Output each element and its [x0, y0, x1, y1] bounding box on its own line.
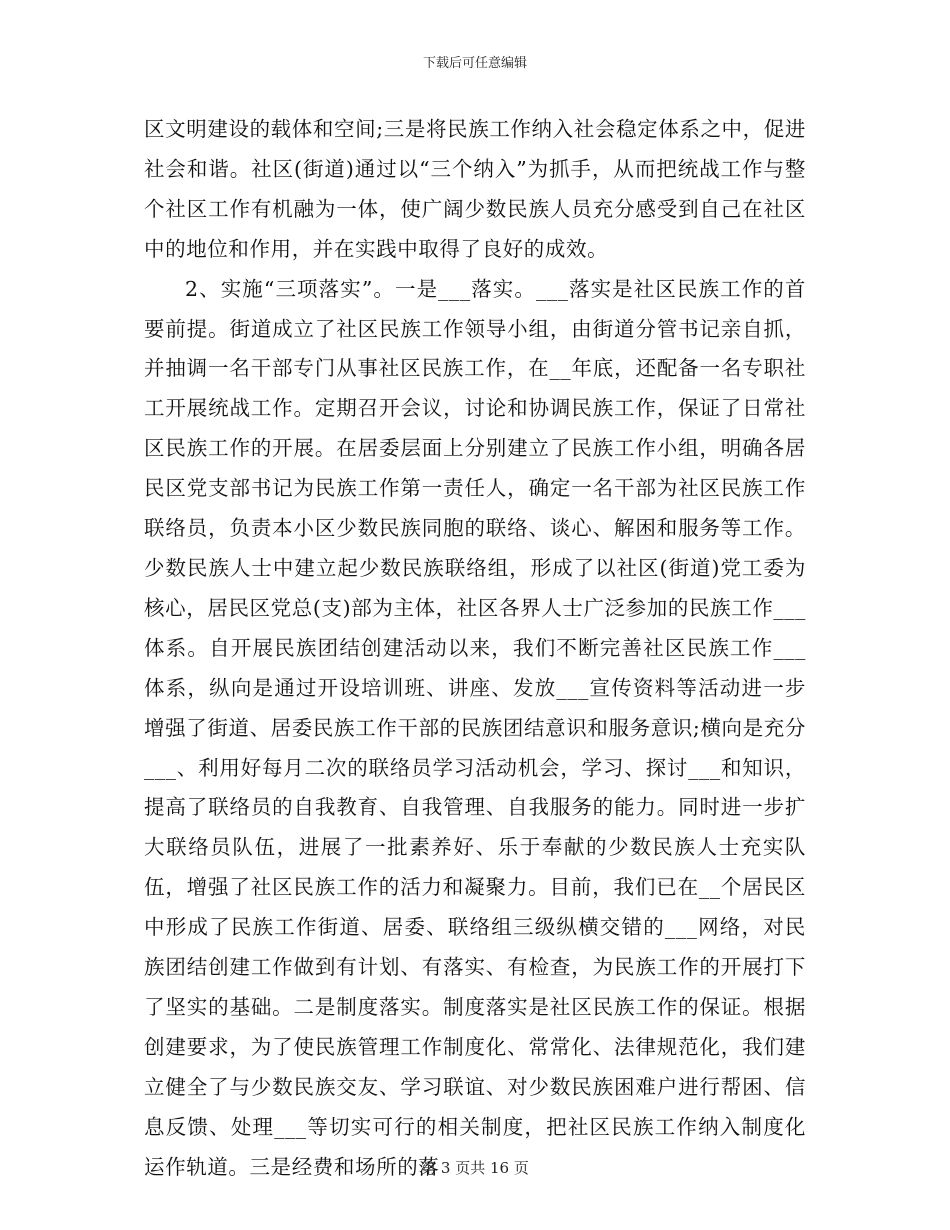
document-body: [144, 110, 806, 1187]
page-number-footer: 第 3 页共 16 页: [421, 1159, 529, 1177]
paragraph-three-implementations: 2、实施“三项落实”。一是___落实。___落实是社区民族工作的首要前提。街道成立了社区民族工作领导小组，由街道分管书记亲自抓，并抽调一名干部专门从事社区民族工作，在__年底，还配备一名专职社工开展统战工作。定期召开会议，讨论和协调民族工作，保证了日常社区民族工作的开展。在居委层面上分别建立了民族工作小组，明确各居民区党支部书记为民族工作第一责任人，确定一名干部为社区民族工作联络员，负责本小区少数民族同胞的联络、谈心、解困和服务等工作。少数民族人士中建立起少数民族联络组，形成了以社区(街道)党工委为核心，居民区党总(支)部为主体，社区各界人士广泛参加的民族工作___体系。自开展民族团结创建活动以来，我们不断完善社区民族工作___体系，纵向是通过开设培训班、讲座、发放___宣传资料等活动进一步增强了街道、居委民族工作干部的民族团结意识和服务意识;横向是充分___、利用好每月二次的联络员学习活动机会，学习、探讨___和知识，提高了联络员的自我教育、自我管理、自我服务的能力。同时进一步扩大联络员队伍，进展了一批素养好、乐于奉献的少数民族人士充实队伍，增强了社区民族工作的活力和凝聚力。目前，我们已在__个居民区中形成了民族工作街道、居委、联络组三级纵横交错的___网络，对民族团结创建工作做到有计划、有落实、有检查，为民族工作的开展打下了坚实的基础。二是制度落实。制度落实是社区民族工作的保证。根据创建要求，为了使民族管理工作制度化、常常化、法律规范化，我们建立健全了与少数民族交友、学习联谊、对少数民族困难户进行帮困、信息反馈、处理___等切实可行的相关制度，把社区民族工作纳入制度化运作轨道。三是经费和场所的落: [144, 276, 806, 1179]
paragraph-continuation: 区文明建设的载体和空间;三是将民族工作纳入社会稳定体系之中，促进社会和谐。社区(街道)通过以“三个纳入”为抓手，从而把统战工作与整个社区工作有机融为一体，使广阔少数民族人员充分感受到自己在社区中的地位和作用，并在实践中取得了良好的成效。: [144, 117, 806, 261]
page-header: 下载后可任意编辑: [422, 56, 527, 71]
